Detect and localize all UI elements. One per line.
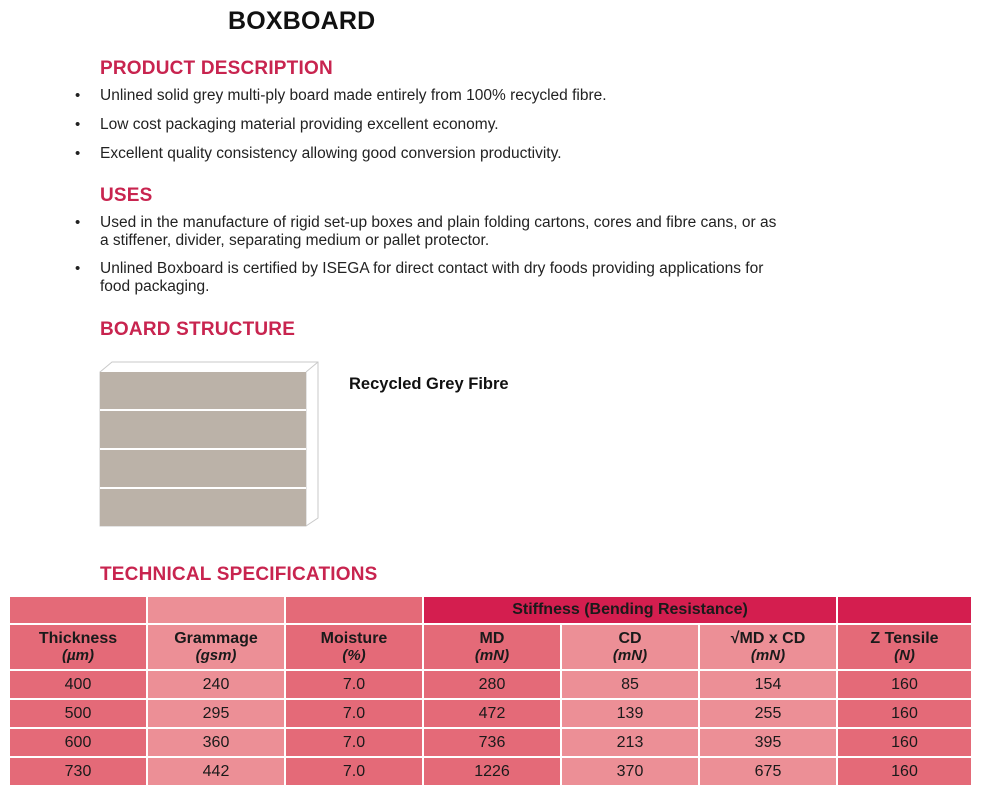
table-header-row bbox=[9, 624, 972, 670]
table-cell: 442 bbox=[147, 757, 285, 786]
board-structure-diagram bbox=[95, 358, 325, 530]
board-layer bbox=[100, 411, 306, 448]
empty-header-cell bbox=[285, 596, 423, 624]
column-header-thickness: Thickness (µm) bbox=[9, 624, 147, 670]
page-title: BOXBOARD bbox=[228, 7, 376, 35]
table-cell: 255 bbox=[699, 699, 837, 728]
table-cell: 160 bbox=[837, 728, 972, 757]
table-cell: 154 bbox=[699, 670, 837, 699]
table-cell: 240 bbox=[147, 670, 285, 699]
table-cell: 280 bbox=[423, 670, 561, 699]
list-item: • Excellent quality consistency allowing good conversion productivity. bbox=[72, 145, 780, 163]
table-row bbox=[9, 670, 972, 699]
list-item: • Unlined Boxboard is certified by ISEGA for direct contact with dry foods providing applications for food packaging. bbox=[72, 260, 780, 296]
table-cell: 7.0 bbox=[285, 670, 423, 699]
table-cell: 7.0 bbox=[285, 728, 423, 757]
table-cell: 7.0 bbox=[285, 699, 423, 728]
board-layer bbox=[100, 489, 306, 526]
board-edge bbox=[306, 362, 318, 372]
column-header-grammage: Grammage (gsm) bbox=[147, 624, 285, 670]
table-cell: 213 bbox=[561, 728, 699, 757]
uses-list bbox=[72, 214, 780, 296]
column-header-md: MD (mN) bbox=[423, 624, 561, 670]
product-description-list bbox=[72, 87, 780, 163]
board-layer bbox=[100, 372, 306, 409]
layer-label: Recycled Grey Fibre bbox=[349, 375, 509, 393]
table-cell: 370 bbox=[561, 757, 699, 786]
stiffness-group-header: Stiffness (Bending Resistance) bbox=[423, 596, 837, 624]
board-layer bbox=[100, 450, 306, 487]
list-item: • Used in the manufacture of rigid set-up boxes and plain folding cartons, cores and fibre cans, or as a stiffener, divider, separating medium or pallet protector. bbox=[72, 214, 780, 250]
table-cell: 600 bbox=[9, 728, 147, 757]
empty-header-cell bbox=[837, 596, 972, 624]
list-item: • Unlined solid grey multi-ply board made entirely from 100% recycled fibre. bbox=[72, 87, 780, 105]
table-cell: 500 bbox=[9, 699, 147, 728]
table-cell: 472 bbox=[423, 699, 561, 728]
column-header-sqrt-md-cd: √MD x CD (mN) bbox=[699, 624, 837, 670]
table-cell: 1226 bbox=[423, 757, 561, 786]
table-row bbox=[9, 728, 972, 757]
board-structure-heading: BOARD STRUCTURE bbox=[100, 319, 296, 340]
product-description-heading: PRODUCT DESCRIPTION bbox=[100, 58, 333, 79]
table-row bbox=[9, 699, 972, 728]
table-cell: 675 bbox=[699, 757, 837, 786]
empty-header-cell bbox=[147, 596, 285, 624]
table-cell: 730 bbox=[9, 757, 147, 786]
list-item: • Low cost packaging material providing excellent economy. bbox=[72, 116, 780, 134]
column-header-moisture: Moisture (%) bbox=[285, 624, 423, 670]
table-row bbox=[9, 757, 972, 786]
table-cell: 360 bbox=[147, 728, 285, 757]
technical-specifications-heading: TECHNICAL SPECIFICATIONS bbox=[100, 564, 378, 585]
uses-heading: USES bbox=[100, 185, 153, 206]
table-cell: 85 bbox=[561, 670, 699, 699]
table-cell: 295 bbox=[147, 699, 285, 728]
specifications-table bbox=[8, 595, 973, 787]
table-cell: 160 bbox=[837, 670, 972, 699]
column-header-cd: CD (mN) bbox=[561, 624, 699, 670]
table-cell: 395 bbox=[699, 728, 837, 757]
table-cell: 160 bbox=[837, 699, 972, 728]
table-cell: 400 bbox=[9, 670, 147, 699]
empty-header-cell bbox=[9, 596, 147, 624]
column-header-z-tensile: Z Tensile (N) bbox=[837, 624, 972, 670]
table-cell: 736 bbox=[423, 728, 561, 757]
table-cell: 139 bbox=[561, 699, 699, 728]
table-group-header-row bbox=[9, 596, 972, 624]
table-cell: 160 bbox=[837, 757, 972, 786]
table-cell: 7.0 bbox=[285, 757, 423, 786]
